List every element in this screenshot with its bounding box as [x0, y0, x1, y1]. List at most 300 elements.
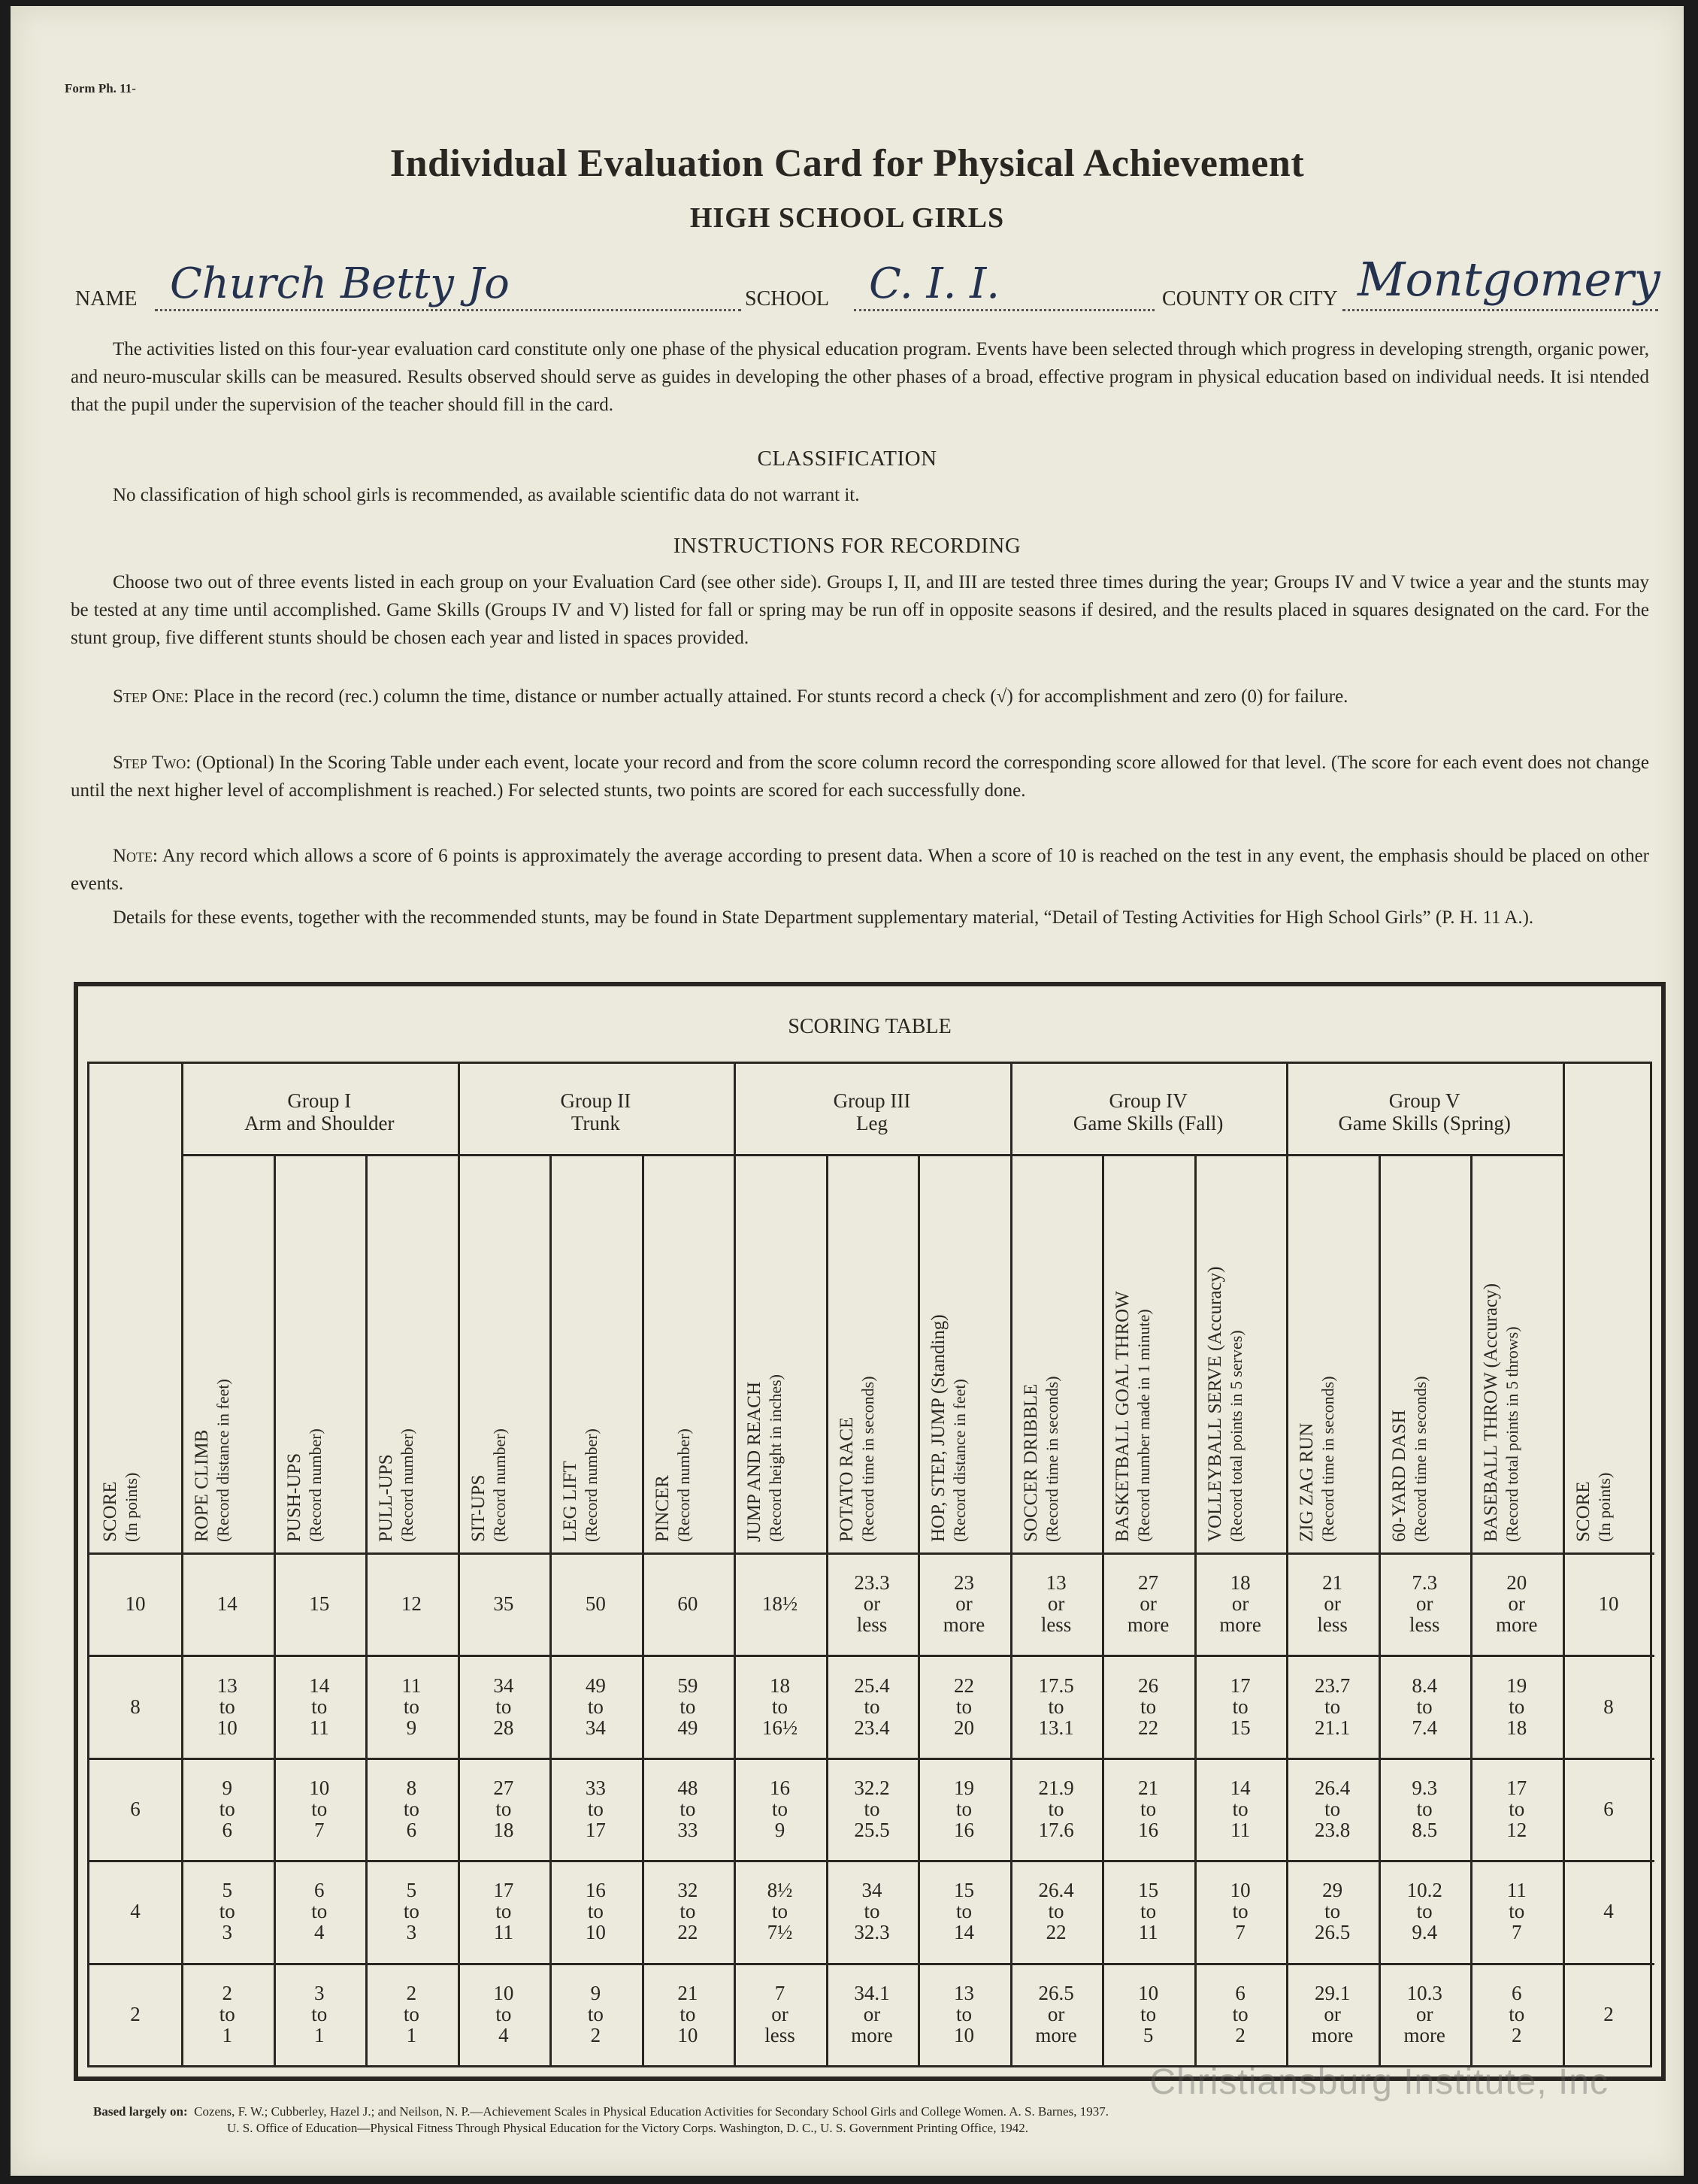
cell-line: 6: [1235, 1981, 1246, 2004]
table-cell: [1470, 1983, 1563, 2046]
cell-line: to: [1048, 1900, 1064, 1923]
cell-line: 27: [1138, 1571, 1159, 1595]
table-cell: [642, 1880, 734, 1943]
event-header-7: [744, 1189, 827, 1542]
column-subtitle: (Record total points in 5 serves): [1226, 1330, 1246, 1542]
cell-line: 11: [493, 1921, 513, 1944]
table-cell: [1379, 1983, 1471, 2046]
column-subtitle: (In points): [122, 1472, 141, 1542]
step-two-text: (Optional) In the Scoring Table under each event, locate your record and from the score column record the corresponding score allowed for that level. (The score for each event does not change until the next higher level of accomplishment is reached.) For selected stunts, two points are scored for each successfully done.: [71, 753, 1649, 801]
cell-line: 8½: [767, 1879, 793, 1902]
cell-line: 3: [406, 1921, 417, 1944]
footnote-label: Based largely on:: [93, 2104, 188, 2119]
cell-line: to: [219, 1900, 235, 1923]
table-cell: [734, 1983, 826, 2046]
step-two-paragraph: [71, 749, 1649, 804]
table-cell: [1102, 1777, 1194, 1840]
cell-line: to: [403, 2002, 419, 2025]
cell-line: 4: [498, 2023, 509, 2046]
table-cell: [826, 1777, 919, 1840]
table-cell: [274, 1777, 366, 1840]
cell-line: or: [1047, 1592, 1065, 1616]
column-subtitle: (Record height in inches): [766, 1374, 785, 1542]
table-cell: [458, 1593, 550, 1614]
details-paragraph: [71, 904, 1649, 931]
footnote: [93, 2104, 1597, 2137]
grid-line-h: [89, 1552, 1654, 1555]
scoring-table-grid: [87, 1062, 1652, 2067]
cell-line: 17: [493, 1879, 514, 1902]
table-cell: [734, 1675, 826, 1738]
table-cell: [734, 1593, 826, 1614]
table-cell: [918, 1983, 1010, 2046]
column-subtitle: (In points): [1595, 1472, 1614, 1542]
cell-line: more: [1311, 2023, 1354, 2046]
cell-line: 9.4: [1412, 1921, 1438, 1944]
table-cell: [918, 1572, 1010, 1635]
event-header-12: [1205, 1189, 1288, 1542]
column-subtitle: (Record number made in 1 minute): [1134, 1309, 1154, 1542]
column-subtitle: (Record number): [673, 1428, 693, 1542]
score-value-right: 6: [1603, 1798, 1614, 1820]
cell-line: more: [943, 1613, 985, 1637]
table-cell: [1470, 1675, 1563, 1738]
cell-line: 7.4: [1412, 1716, 1438, 1739]
group-label: Group I: [287, 1089, 352, 1112]
cell-line: 10: [954, 2023, 975, 2046]
column-title: BASEBALL THROW (Accuracy): [1481, 1283, 1502, 1542]
cell-line: less: [1040, 1613, 1072, 1637]
note-paragraph: [71, 842, 1649, 898]
cell-line: 14: [309, 1674, 330, 1697]
cell-line: 12: [1506, 1819, 1527, 1841]
cell-line: or: [955, 1592, 973, 1616]
cell-line: 9: [774, 1819, 785, 1841]
cell-line: to: [311, 1798, 328, 1820]
cell-line: 6: [1511, 1981, 1522, 2004]
watermark: Christiansburg Institute, Inc: [1149, 2062, 1609, 2102]
event-header-15: [1481, 1189, 1563, 1542]
instructions-heading: INSTRUCTIONS FOR RECORDING: [673, 534, 1022, 558]
cell-line: 10: [216, 1716, 238, 1739]
cell-line: 32: [677, 1879, 698, 1902]
cell-line: 10: [493, 1981, 514, 2004]
cell-line: to: [587, 2002, 604, 2025]
card-title: Individual Evaluation Card for Physical Achievement: [389, 142, 1305, 185]
group-label: Group II: [560, 1089, 631, 1112]
cell-line: 59: [677, 1674, 698, 1697]
cell-line: or: [863, 2002, 881, 2025]
cell-line: 17.5: [1038, 1674, 1074, 1697]
table-cell: [181, 1675, 274, 1738]
cell-line: 26: [1138, 1674, 1159, 1697]
cell-line: to: [403, 1695, 419, 1718]
cell-line: more: [1035, 2023, 1077, 2046]
cell-line: 29: [1322, 1879, 1343, 1902]
cell-line: 7: [1511, 1921, 1522, 1944]
table-cell: [918, 1777, 1010, 1840]
cell-line: to: [956, 1798, 973, 1820]
table-cell: [734, 1880, 826, 1943]
cell-line: 26.4: [1038, 1879, 1074, 1902]
cell-line: to: [956, 1900, 973, 1923]
column-subtitle: (Record time in seconds): [1318, 1376, 1338, 1542]
cell-line: 22: [954, 1674, 975, 1697]
cell-line: to: [1416, 1695, 1433, 1718]
table-cell: [1010, 1880, 1103, 1943]
column-title: PINCER: [652, 1475, 673, 1542]
cell-line: 21: [1322, 1571, 1343, 1595]
table-cell: [1194, 1880, 1287, 1943]
table-cell: [1010, 1675, 1103, 1738]
column-title: SIT-UPS: [468, 1474, 489, 1542]
group-header-2: [458, 1089, 734, 1134]
cell-line: to: [495, 1900, 512, 1923]
table-cell: [274, 1593, 366, 1614]
table-cell: [1286, 1777, 1379, 1840]
cell-line: 13: [954, 1981, 975, 2004]
cell-line: to: [1048, 1798, 1064, 1820]
cell-line: 7½: [767, 1921, 793, 1944]
grid-line-h: [89, 1860, 1654, 1862]
table-cell: [1194, 1572, 1287, 1635]
score-value-right: 2: [1603, 2002, 1614, 2025]
score-value-left: 8: [130, 1695, 141, 1718]
cell-line: 3: [222, 1921, 233, 1944]
cell-line: or: [863, 1592, 881, 1616]
cell-line: 17: [1506, 1777, 1527, 1799]
cell-line: 17: [1230, 1674, 1251, 1697]
cell-line: to: [1232, 1900, 1249, 1923]
cell-line: or: [1047, 2002, 1065, 2025]
cell-line: 9: [406, 1716, 417, 1739]
cell-line: 16: [954, 1819, 975, 1841]
column-subtitle: (Record time in seconds): [1410, 1376, 1430, 1542]
cell-line: 23: [954, 1571, 975, 1595]
group-sublabel: Trunk: [571, 1112, 620, 1134]
event-header-14: [1389, 1189, 1472, 1542]
column-title: HOP, STEP, JUMP (Standing): [928, 1314, 949, 1542]
cell-line: 10: [1230, 1879, 1251, 1902]
table-cell: [1379, 1880, 1471, 1943]
table-cell: [458, 1983, 550, 2046]
cell-line: to: [864, 1798, 880, 1820]
cell-line: 26.5: [1315, 1921, 1351, 1944]
score-value-left: 10: [125, 1592, 146, 1616]
cell-line: 5: [406, 1879, 417, 1902]
intro-paragraph: [71, 335, 1649, 419]
table-cell: [365, 1593, 458, 1614]
cell-line: 27: [493, 1777, 514, 1799]
cell-line: 10: [677, 2023, 698, 2046]
table-cell: [274, 1675, 366, 1738]
cell-line: 21: [677, 1981, 698, 2004]
cell-line: or: [1140, 1592, 1157, 1616]
cell-line: 34: [861, 1879, 882, 1902]
column-subtitle: (Record number): [582, 1428, 601, 1542]
step-one-paragraph: [71, 683, 1649, 710]
cell-line: to: [1232, 1695, 1249, 1718]
column-title: SCORE: [1573, 1481, 1594, 1542]
group-header-4: [1010, 1089, 1287, 1134]
table-cell: [365, 1675, 458, 1738]
cell-line: 8: [406, 1777, 417, 1799]
cell-line: to: [403, 1900, 419, 1923]
cell-line: 26.4: [1315, 1777, 1351, 1799]
table-cell: [826, 1983, 919, 2046]
group-header-5: [1286, 1089, 1563, 1134]
cell-line: to: [680, 1900, 696, 1923]
cell-line: 14: [954, 1921, 975, 1944]
event-header-6: [652, 1189, 735, 1542]
cell-line: to: [311, 2002, 328, 2025]
score-value-right: 10: [1598, 1592, 1619, 1616]
event-header-9: [928, 1189, 1011, 1542]
table-cell: [549, 1880, 642, 1943]
cell-line: 15: [1230, 1716, 1251, 1739]
column-title: JUMP AND REACH: [744, 1381, 765, 1542]
cell-line: to: [1324, 1695, 1341, 1718]
school-value[interactable]: C. I. I.: [869, 259, 1000, 308]
cell-line: 8.5: [1412, 1819, 1438, 1841]
column-subtitle: (Record time in seconds): [1042, 1376, 1061, 1542]
column-subtitle: (Record number): [305, 1428, 325, 1542]
group-label: Group IV: [1109, 1089, 1188, 1112]
cell-line: 10.2: [1406, 1879, 1442, 1902]
event-header-1: [192, 1189, 274, 1542]
cell-line: more: [1219, 1613, 1261, 1637]
column-subtitle: (Record distance in feet): [213, 1379, 232, 1542]
cell-line: or: [1508, 1592, 1525, 1616]
cell-line: 2: [222, 1981, 233, 2004]
grid-line-h: [89, 1963, 1654, 1965]
table-cell: [642, 1777, 734, 1840]
table-cell: [1102, 1983, 1194, 2046]
cell-line: 28: [493, 1716, 514, 1739]
footnote-line2: U. S. Office of Education—Physical Fitness Through Physical Education for the Victory Corps. Washington, D. C., U. S. Government Printing Office, 1942.: [227, 2121, 1028, 2135]
cell-line: 29.1: [1315, 1981, 1351, 2004]
cell-line: to: [495, 1695, 512, 1718]
score-value-right: 4: [1603, 1900, 1614, 1923]
score-header-left: [100, 1241, 183, 1542]
column-title: SCORE: [100, 1481, 120, 1542]
table-cell: [549, 1593, 642, 1614]
cell-line: to: [771, 1798, 788, 1820]
cell-line: 12: [401, 1592, 422, 1616]
table-cell: [1010, 1777, 1103, 1840]
cell-line: 9: [590, 1981, 601, 2004]
table-cell: [181, 1983, 274, 2046]
table-cell: [1286, 1880, 1379, 1943]
column-subtitle: (Record total points in 5 throws): [1503, 1326, 1522, 1542]
cell-line: to: [864, 1695, 880, 1718]
cell-line: 3: [314, 1981, 325, 2004]
cell-line: to: [1232, 2002, 1249, 2025]
cell-line: to: [1416, 1900, 1433, 1923]
table-cell: [826, 1675, 919, 1738]
group-sublabel: Leg: [855, 1112, 888, 1134]
cell-line: 6: [314, 1879, 325, 1902]
name-value[interactable]: Church Betty Jo: [170, 259, 510, 308]
cell-line: 19: [1506, 1674, 1527, 1697]
cell-line: 11: [1506, 1879, 1527, 1902]
table-cell: [181, 1593, 274, 1614]
cell-line: 23.4: [854, 1716, 890, 1739]
grid-line-h: [89, 1655, 1654, 1657]
details-text: Details for these events, together with the recommended stunts, may be found in State Department supplementary material, “Detail of Testing Activities for High School Girls” (P. H. 11 A.).: [113, 907, 1534, 928]
cell-line: to: [771, 1900, 788, 1923]
cell-line: to: [587, 1695, 604, 1718]
column-subtitle: (Record number): [398, 1428, 417, 1542]
table-cell: [1102, 1572, 1194, 1635]
score-header-right: [1573, 1241, 1656, 1542]
cell-line: 50: [585, 1592, 606, 1616]
cell-line: 21: [1138, 1777, 1159, 1799]
column-title: SOCCER DRIBBLE: [1020, 1383, 1041, 1542]
cell-line: 13: [216, 1674, 238, 1697]
cell-line: 34: [493, 1674, 514, 1697]
cell-line: to: [1416, 1798, 1433, 1820]
table-cell: [1470, 1777, 1563, 1840]
cell-line: to: [1140, 1798, 1157, 1820]
cell-line: to: [219, 1798, 235, 1820]
cell-line: 11: [309, 1716, 329, 1739]
cell-line: 60: [677, 1592, 698, 1616]
cell-line: 6: [222, 1819, 233, 1841]
cell-line: 10: [309, 1777, 330, 1799]
cell-line: to: [956, 2002, 973, 2025]
cell-line: 49: [677, 1716, 698, 1739]
cell-line: 15: [954, 1879, 975, 1902]
cell-line: to: [1509, 2002, 1525, 2025]
group-header-1: [181, 1089, 458, 1134]
group-sublabel: Game Skills (Spring): [1338, 1112, 1511, 1134]
cell-line: 9: [222, 1777, 233, 1799]
cell-line: 10: [585, 1921, 606, 1944]
column-title: POTATO RACE: [836, 1416, 857, 1542]
scoring-table-caption: SCORING TABLE: [788, 1015, 952, 1038]
cell-line: to: [495, 1798, 512, 1820]
cell-line: to: [771, 1695, 788, 1718]
cell-line: 7.3: [1412, 1571, 1438, 1595]
cell-line: 16: [1138, 1819, 1159, 1841]
cell-line: to: [1509, 1798, 1525, 1820]
scoring-table: [74, 982, 1666, 2081]
cell-line: less: [1317, 1613, 1348, 1637]
score-value-left: 6: [130, 1798, 141, 1820]
student-info-line: [65, 252, 1660, 322]
step-one-text: Place in the record (rec.) column the time, distance or number actually attained. For stunts record a check (√) for accomplishment and zero (0) for failure.: [193, 686, 1348, 707]
table-cell: [458, 1675, 550, 1738]
cell-line: to: [587, 1900, 604, 1923]
cell-line: 14: [1230, 1777, 1251, 1799]
cell-line: 11: [1138, 1921, 1158, 1944]
table-cell: [1194, 1675, 1287, 1738]
cell-line: 8.4: [1412, 1674, 1438, 1697]
cell-line: 25.5: [854, 1819, 890, 1841]
table-cell: [549, 1777, 642, 1840]
table-cell: [1286, 1572, 1379, 1635]
cell-line: 6: [406, 1819, 417, 1841]
table-cell: [181, 1880, 274, 1943]
cell-line: or: [1231, 1592, 1249, 1616]
table-cell: [1102, 1880, 1194, 1943]
table-cell: [734, 1777, 826, 1840]
column-title: LEG LIFT: [560, 1461, 581, 1542]
cell-line: or: [1415, 1592, 1433, 1616]
cell-line: 33: [585, 1777, 606, 1799]
county-line: [1342, 307, 1658, 311]
cell-line: 2: [1511, 2023, 1522, 2046]
cell-line: 2: [1235, 2023, 1246, 2046]
group-sublabel: Arm and Shoulder: [244, 1112, 395, 1134]
cell-line: 16: [585, 1879, 606, 1902]
cell-line: to: [495, 2002, 512, 2025]
cell-line: 23.3: [854, 1571, 890, 1595]
group-sublabel: Game Skills (Fall): [1073, 1112, 1224, 1134]
cell-line: 16½: [761, 1716, 798, 1739]
cell-line: or: [1415, 2002, 1433, 2025]
county-value[interactable]: Montgomery: [1357, 252, 1660, 307]
cell-line: to: [680, 2002, 696, 2025]
cell-line: to: [680, 1695, 696, 1718]
cell-line: 5: [222, 1879, 233, 1902]
cell-line: 33: [677, 1819, 698, 1841]
table-cell: [918, 1880, 1010, 1943]
table-cell: [642, 1983, 734, 2046]
cell-line: 21.1: [1315, 1716, 1351, 1739]
table-cell: [1010, 1572, 1103, 1635]
grid-line-h: [181, 1154, 1563, 1156]
column-title: ZIG ZAG RUN: [1297, 1422, 1318, 1542]
cell-line: to: [403, 1798, 419, 1820]
cell-line: to: [311, 1695, 328, 1718]
score-value-left: 4: [130, 1900, 141, 1923]
event-header-11: [1112, 1189, 1195, 1542]
cell-line: to: [311, 1900, 328, 1923]
cell-line: 7: [1235, 1921, 1246, 1944]
cell-line: 15: [1138, 1879, 1159, 1902]
cell-line: 13.1: [1038, 1716, 1074, 1739]
instructions-text: Choose two out of three events listed in each group on your Evaluation Card (see other side). Groups I, II, and III are tested three times during the year; Groups IV and V twice a year and the stunts may be tested at any time until accomplished. Game Skills (Groups IV and V) listed for fall or spring may be run off in opposite seasons if desired, and the results placed in squares designated on the card. For the stunt group, five different stunts should be chosen each year and listed in spaces provided.: [71, 572, 1649, 648]
cell-line: 2: [406, 1981, 417, 2004]
cell-line: 25.4: [854, 1674, 890, 1697]
cell-line: 32.2: [854, 1777, 890, 1799]
cell-line: less: [856, 1613, 888, 1637]
table-cell: [1470, 1880, 1563, 1943]
cell-line: 35: [493, 1592, 514, 1616]
cell-line: or: [1324, 1592, 1341, 1616]
cell-line: to: [1048, 1695, 1064, 1718]
table-cell: [458, 1880, 550, 1943]
table-cell: [181, 1777, 274, 1840]
cell-line: 2: [590, 2023, 601, 2046]
cell-line: to: [1140, 1695, 1157, 1718]
cell-line: less: [1409, 1613, 1440, 1637]
cell-line: 22: [677, 1921, 698, 1944]
group-label: Group V: [1388, 1089, 1460, 1112]
group-label: Group III: [833, 1089, 911, 1112]
cell-line: to: [956, 1695, 973, 1718]
cell-line: 7: [774, 1981, 785, 2004]
table-cell: [365, 1983, 458, 2046]
table-cell: [826, 1572, 919, 1635]
cell-line: to: [1140, 1900, 1157, 1923]
classification-paragraph: [71, 481, 1649, 509]
classification-heading: CLASSIFICATION: [757, 447, 937, 471]
cell-line: to: [1324, 1900, 1341, 1923]
column-title: VOLLEYBALL SERVE (Accuracy): [1204, 1266, 1225, 1542]
